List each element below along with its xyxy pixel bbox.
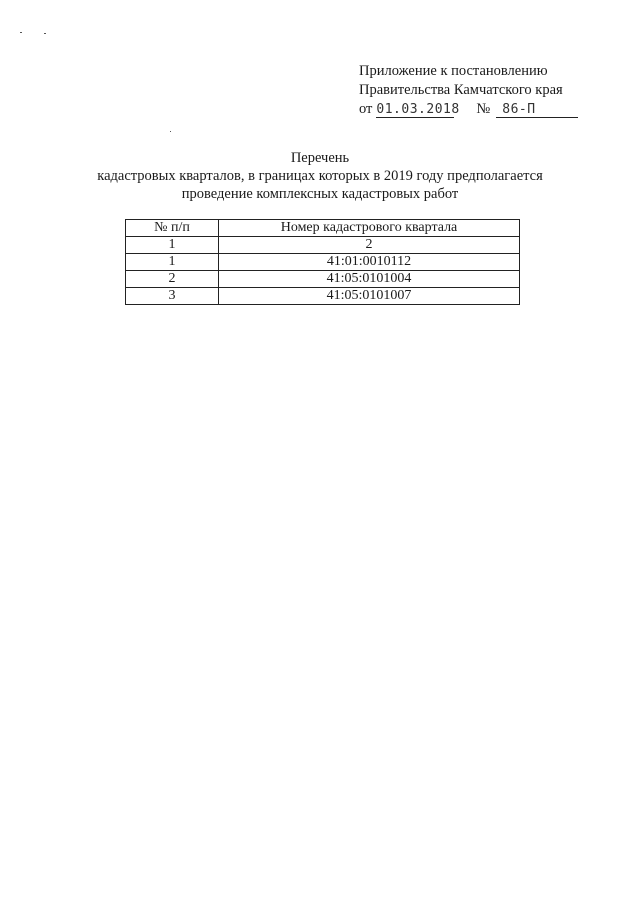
scan-speck (44, 33, 46, 34)
heading-line-3: проведение комплексных кадастровых работ (181, 186, 459, 202)
cadastral-quarters-table (125, 219, 520, 305)
row-number: 2 (126, 271, 219, 288)
column-number-2: 2 (219, 237, 520, 254)
resolution-number: 86-П (502, 102, 536, 117)
date-field (376, 102, 460, 118)
row-number: 3 (126, 288, 219, 305)
appendix-line-2: Правительства Камчатского края (359, 82, 563, 98)
heading-title: Перечень (290, 150, 350, 166)
table-row (126, 271, 520, 288)
from-label: от (359, 101, 373, 117)
scan-speck (170, 131, 171, 132)
appendix-block (359, 62, 578, 119)
table-row (126, 288, 520, 305)
heading-line-2: кадастровых кварталов, в границах которых в 2019 году предполагается (97, 168, 543, 184)
table-column-number-row (126, 237, 520, 254)
row-quarter: 41:01:0010112 (219, 254, 520, 271)
resolution-date: 01.03.2018 (376, 102, 460, 117)
appendix-date-line (359, 100, 578, 119)
row-quarter: 41:05:0101004 (219, 271, 520, 288)
scan-speck (20, 32, 22, 33)
appendix-line-1: Приложение к постановлению (359, 63, 548, 79)
document-heading (0, 149, 640, 203)
number-label: № (476, 101, 491, 117)
header-number: № п/п (126, 220, 219, 237)
table-row (126, 254, 520, 271)
row-number: 1 (126, 254, 219, 271)
column-number-1: 1 (126, 237, 219, 254)
header-quarter: Номер кадастрового квартала (219, 220, 520, 237)
row-quarter: 41:05:0101007 (219, 288, 520, 305)
number-field (496, 102, 578, 118)
table-header-row (126, 220, 520, 237)
